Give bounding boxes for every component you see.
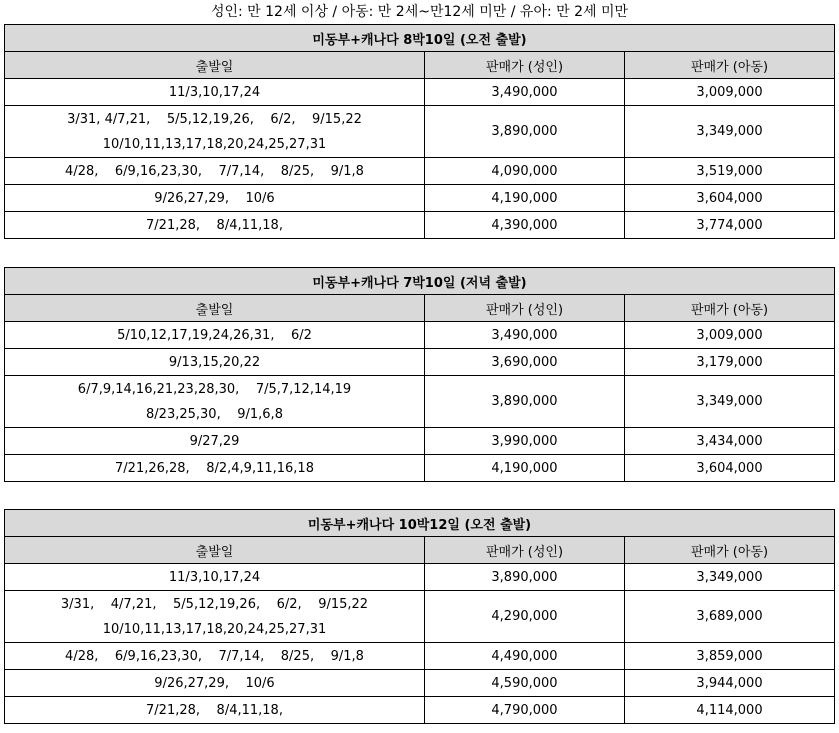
child-price: 4,114,000 [625, 697, 835, 724]
header-adult-price: 판매가 (성인) [425, 537, 625, 564]
adult-price: 4,590,000 [425, 670, 625, 697]
table-row [5, 591, 835, 643]
child-price: 3,179,000 [625, 349, 835, 376]
child-price: 3,944,000 [625, 670, 835, 697]
child-price: 3,009,000 [625, 79, 835, 106]
adult-price: 3,890,000 [425, 564, 625, 591]
departure-dates: 4/28, 6/9,16,23,30, 7/7,14, 8/25, 9/1,8 [5, 158, 425, 185]
departure-dates: 6/7,9,14,16,21,23,28,30, 7/5,7,12,14,19 8/23,25,30, 9/1,6,8 [5, 376, 425, 428]
header-child-price: 판매가 (아동) [625, 295, 835, 322]
table-row [5, 79, 835, 106]
table-title: 미동부+캐나다 7박10일 (저녁 출발) [5, 268, 835, 295]
table-row [5, 376, 835, 428]
table-row [5, 158, 835, 185]
table-row [5, 643, 835, 670]
header-adult-price: 판매가 (성인) [425, 295, 625, 322]
child-price: 3,519,000 [625, 158, 835, 185]
child-price: 3,434,000 [625, 428, 835, 455]
departure-dates: 9/13,15,20,22 [5, 349, 425, 376]
child-price: 3,349,000 [625, 106, 835, 158]
departure-dates: 7/21,26,28, 8/2,4,9,11,16,18 [5, 455, 425, 482]
header-departure-date: 출발일 [5, 52, 425, 79]
departure-dates: 4/28, 6/9,16,23,30, 7/7,14, 8/25, 9/1,8 [5, 643, 425, 670]
departure-dates: 9/27,29 [5, 428, 425, 455]
departure-dates: 9/26,27,29, 10/6 [5, 670, 425, 697]
header-child-price: 판매가 (아동) [625, 52, 835, 79]
departure-dates: 11/3,10,17,24 [5, 79, 425, 106]
adult-price: 3,890,000 [425, 376, 625, 428]
departure-dates: 3/31, 4/7,21, 5/5,12,19,26, 6/2, 9/15,22 10/10,11,13,17,18,20,24,25,27,31 [5, 106, 425, 158]
header-adult-price: 판매가 (성인) [425, 52, 625, 79]
adult-price: 4,490,000 [425, 643, 625, 670]
adult-price: 3,490,000 [425, 79, 625, 106]
age-note: 성인: 만 12세 이상 / 아동: 만 2세~만12세 미만 / 유아: 만 2세 미만 [210, 4, 629, 20]
departure-dates: 7/21,28, 8/4,11,18, [5, 212, 425, 239]
header-departure-date: 출발일 [5, 537, 425, 564]
child-price: 3,604,000 [625, 185, 835, 212]
adult-price: 3,990,000 [425, 428, 625, 455]
departure-dates: 5/10,12,17,19,24,26,31, 6/2 [5, 322, 425, 349]
adult-price: 4,190,000 [425, 185, 625, 212]
table-row [5, 349, 835, 376]
price-table-10n12d [4, 509, 835, 724]
table-row [5, 670, 835, 697]
departure-dates: 11/3,10,17,24 [5, 564, 425, 591]
departure-dates: 3/31, 4/7,21, 5/5,12,19,26, 6/2, 9/15,22 10/10,11,13,17,18,20,24,25,27,31 [5, 591, 425, 643]
child-price: 3,604,000 [625, 455, 835, 482]
adult-price: 4,390,000 [425, 212, 625, 239]
price-table-7n10d [4, 267, 835, 482]
adult-price: 3,690,000 [425, 349, 625, 376]
child-price: 3,349,000 [625, 564, 835, 591]
price-table-8n10d [4, 24, 835, 239]
departure-dates: 9/26,27,29, 10/6 [5, 185, 425, 212]
table-row [5, 697, 835, 724]
adult-price: 4,190,000 [425, 455, 625, 482]
header-departure-date: 출발일 [5, 295, 425, 322]
table-title: 미동부+캐나다 8박10일 (오전 출발) [5, 25, 835, 52]
child-price: 3,689,000 [625, 591, 835, 643]
child-price: 3,774,000 [625, 212, 835, 239]
table-row [5, 322, 835, 349]
table-row [5, 455, 835, 482]
adult-price: 4,790,000 [425, 697, 625, 724]
table-row [5, 428, 835, 455]
adult-price: 4,090,000 [425, 158, 625, 185]
table-row [5, 185, 835, 212]
departure-dates: 7/21,28, 8/4,11,18, [5, 697, 425, 724]
adult-price: 3,490,000 [425, 322, 625, 349]
adult-price: 4,290,000 [425, 591, 625, 643]
table-row [5, 106, 835, 158]
child-price: 3,859,000 [625, 643, 835, 670]
adult-price: 3,890,000 [425, 106, 625, 158]
table-title: 미동부+캐나다 10박12일 (오전 출발) [5, 510, 835, 537]
table-row [5, 212, 835, 239]
child-price: 3,349,000 [625, 376, 835, 428]
table-row [5, 564, 835, 591]
child-price: 3,009,000 [625, 322, 835, 349]
header-child-price: 판매가 (아동) [625, 537, 835, 564]
